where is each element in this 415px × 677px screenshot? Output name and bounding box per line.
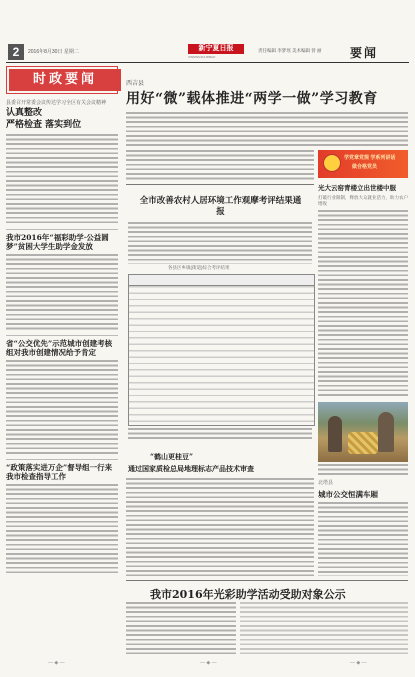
side-story-subtitle: 打破行业限制，释放大众就业活力，助力农户增收 <box>318 195 408 206</box>
bus-title: 城市公交恒满车厢 <box>318 490 378 499</box>
public-notice-body <box>126 602 236 654</box>
page-number: 2 <box>8 44 24 60</box>
table-header <box>129 275 314 286</box>
story2-body <box>6 254 118 332</box>
masthead-subtitle: XINNINGXIA RIBAO <box>188 55 216 59</box>
left-column <box>6 66 118 636</box>
results-table <box>128 274 315 426</box>
notice-title: 全市改善农村人居环境工作观摩考评结果通报 <box>139 196 302 217</box>
recipient-list <box>240 602 408 654</box>
story2-title: 我市2016年“福彩助学·公益圆梦”贫困大学生助学金发放 <box>6 233 109 251</box>
corn-harvest-photo <box>318 402 408 462</box>
farmer-figure <box>378 412 394 452</box>
story1-lead: 县委召开常委会议传达学习全区有关会议精神 <box>6 100 107 106</box>
banner-line-1: 学党章党规 学系列讲话 <box>344 155 396 161</box>
story1-title-b: 严格检查 落实到位 <box>6 120 82 130</box>
footer-mark: — ◆ — <box>48 660 65 666</box>
lead-kicker: 西吉县 <box>126 81 145 87</box>
lead-title: 用好“微”载体推进“两学一做”学习教育 <box>126 91 378 107</box>
bus-body <box>318 502 408 576</box>
table-caption: 各县区乡镇(街道)综合考评结果 <box>168 265 230 270</box>
story4-title: “政策落实进万企”督导组一行来我市检查指导工作 <box>6 463 113 481</box>
banner-line-2: 做合格党员 <box>352 164 378 170</box>
table-rows <box>129 286 314 424</box>
photo-caption <box>318 464 408 476</box>
farmer-figure <box>328 416 342 452</box>
editors-line: 责任编辑 李梦瑶 美术编辑 曾 丽 <box>258 48 322 53</box>
bus-kicker: 北塔县 <box>318 480 334 486</box>
lead-body-continued <box>126 150 314 180</box>
page-header <box>0 0 415 62</box>
notice-body <box>128 222 312 264</box>
side-story-body <box>318 210 408 398</box>
header-divider <box>6 62 409 63</box>
table-footnote <box>128 428 312 440</box>
divider <box>126 184 314 185</box>
divider <box>6 229 118 230</box>
column-banner-frame <box>6 66 118 94</box>
lead-body <box>126 112 408 148</box>
footer-mark: — ◆ — <box>350 660 367 666</box>
side-story-title: 光大云窑青楼立出世楼中服 <box>318 184 396 192</box>
quality-kicker: “鹤山更桂豆” <box>150 452 194 461</box>
column-banner: 时政要闻 <box>9 69 121 91</box>
masthead-logo: 新宁夏日报 <box>188 44 244 54</box>
divider <box>126 580 408 581</box>
divider <box>6 335 118 336</box>
story4-body <box>6 484 118 574</box>
quality-title: 通过国家质检总局地理标志产品技术审查 <box>128 464 254 473</box>
divider <box>6 459 118 460</box>
story1-title-a: 认真整改 <box>6 108 43 118</box>
section-title: 要闻 <box>350 46 379 60</box>
quality-body <box>126 478 314 576</box>
story3-body <box>6 360 118 456</box>
corn-pile <box>348 432 378 454</box>
footer-mark: — ◆ — <box>200 660 217 666</box>
party-emblem-icon <box>323 154 341 172</box>
story3-title: 省“公交优先”示范城市创建考核组对我市创建情况给予肯定 <box>6 339 113 357</box>
story1-body <box>6 134 118 226</box>
public-notice-title: 我市2016年光彩助学活动受助对象公示 <box>150 588 346 601</box>
date-line: 2016年8月30日 星期二 <box>28 49 79 55</box>
